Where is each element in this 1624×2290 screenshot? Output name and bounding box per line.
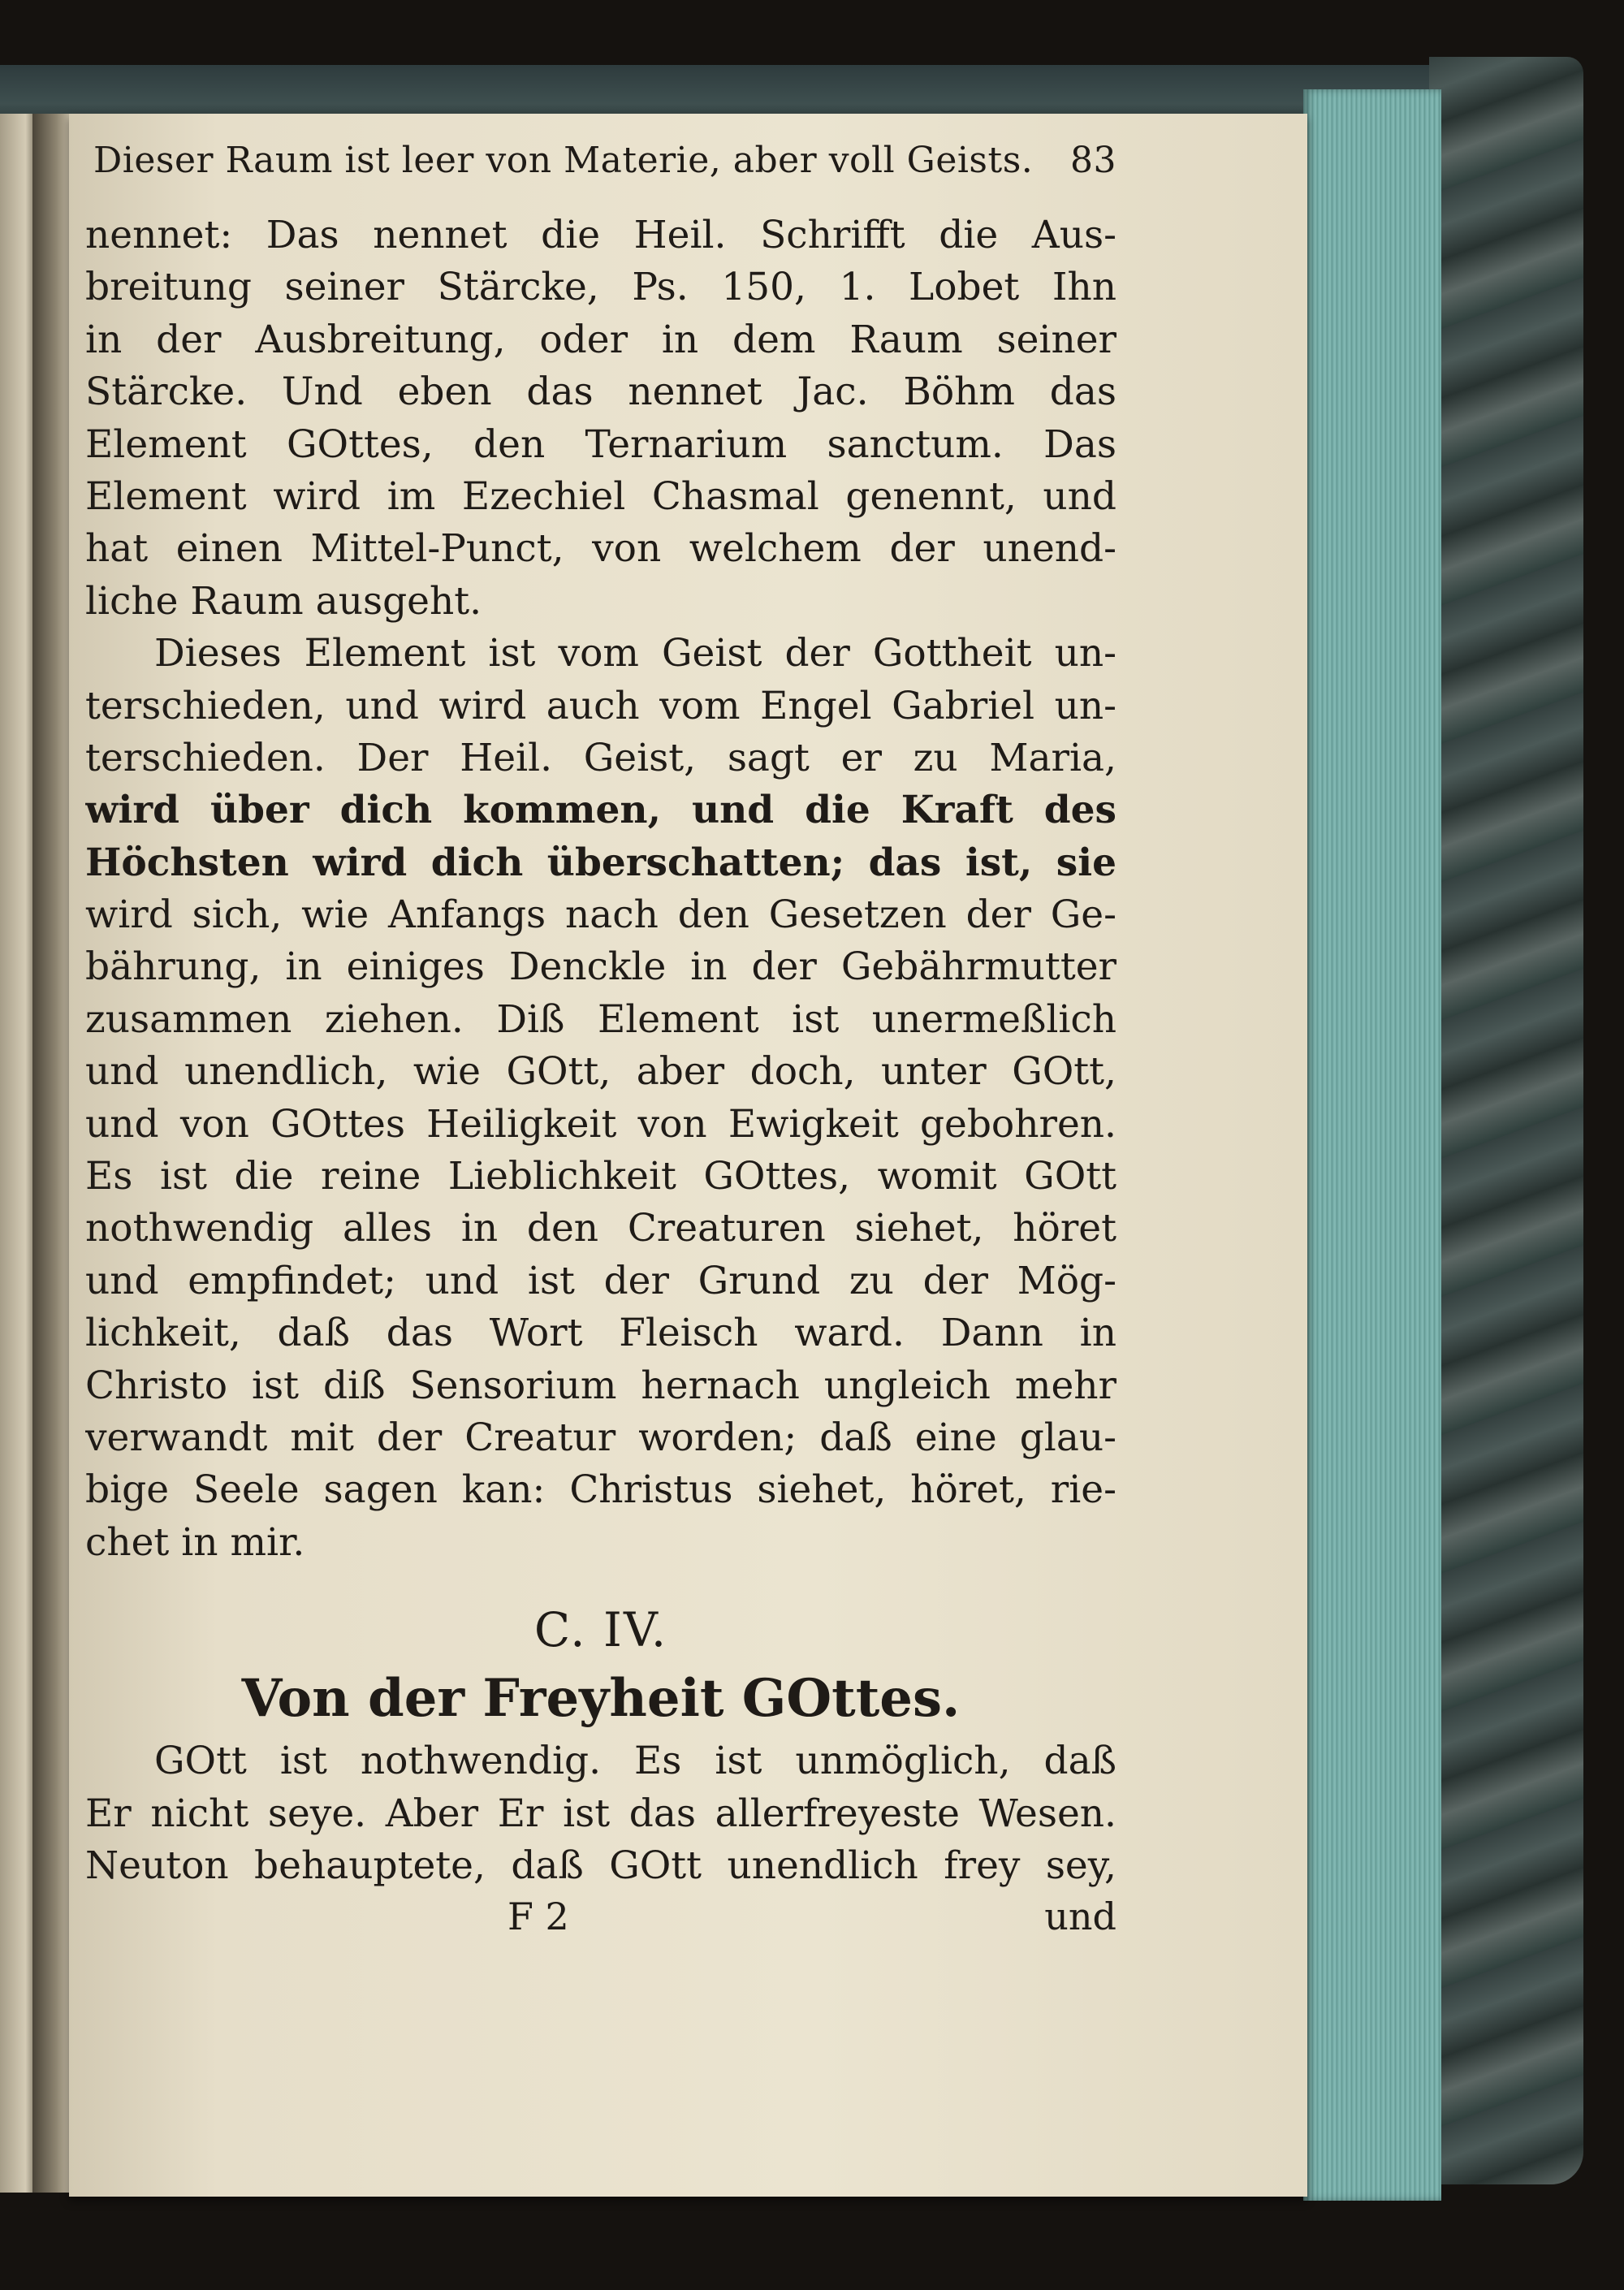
text-line: bährung, in einiges Denckle in der Gebährmutter [85, 944, 1116, 990]
book-gutter [32, 114, 73, 2193]
text-line: Stärcke. Und eben das nennet Jac. Böhm das [85, 369, 1116, 415]
text-line: und unendlich, wie GOtt, aber doch, unter GOtt, [85, 1049, 1116, 1095]
text-line: wird sich, wie Anfangs nach den Gesetzen der Ge- [85, 892, 1116, 938]
text-line: Neuton behauptete, daß GOtt unendlich frey sey, [85, 1843, 1116, 1888]
page-footer [85, 1892, 1116, 1941]
paragraph-1 [85, 210, 1116, 628]
running-header [93, 140, 1116, 181]
text-line: nennet: Das nennet die Heil. Schrifft die Aus- [85, 213, 1116, 257]
text-line: lichkeit, daß das Wort Fleisch ward. Dann in [85, 1311, 1116, 1356]
catchword: und [1044, 1895, 1116, 1939]
text-line: und von GOttes Heiligkeit von Ewigkeit gebohren. [85, 1101, 1116, 1147]
page-number: 83 [1070, 140, 1116, 181]
text-line: terschieden, und wird auch vom Engel Gabriel un- [85, 683, 1116, 728]
text-line: hat einen Mittel-Punct, von welchem der unend- [85, 526, 1116, 572]
text-line: Dieses Element ist vom Geist der Gottheit un- [154, 631, 1116, 676]
page-edges [1303, 89, 1441, 2201]
text-line: verwandt mit der Creatur worden; daß eine glau- [85, 1415, 1116, 1460]
left-page-edge [0, 114, 37, 2193]
signature-mark: F 2 [508, 1895, 569, 1939]
text-line: Höchsten wird dich überschatten; das ist, sie [85, 840, 1116, 885]
page-text [85, 140, 1116, 1941]
text-line: Er nicht seye. Aber Er ist das allerfreyeste Wesen. [85, 1791, 1116, 1836]
text-line: zusammen ziehen. Diß Element ist unermeßlich [85, 996, 1116, 1042]
section-paragraph [85, 1735, 1116, 1892]
text-line: Element wird im Ezechiel Chasmal genennt, und [85, 473, 1116, 519]
paragraph-2 [85, 628, 1116, 1569]
text-line: wird über dich kommen, und die Kraft des [85, 788, 1116, 833]
section-number: C. IV. [533, 1602, 668, 1658]
section-title: Von der Freyheit GOttes. [241, 1668, 961, 1730]
text-line: in der Ausbreitung, oder in dem Raum seiner [85, 317, 1116, 362]
text-line: nothwendig alles in den Creaturen siehet, höret [85, 1206, 1116, 1251]
book-cover-right [1429, 57, 1583, 2184]
text-line: und empfindet; und ist der Grund zu der Mög- [85, 1258, 1116, 1303]
running-title: Dieser Raum ist leer von Materie, aber voll Geists. [93, 140, 1034, 181]
text-line: bige Seele sagen kan: Christus siehet, höret, rie- [85, 1467, 1116, 1513]
text-line: GOtt ist nothwendig. Es ist unmöglich, daß [154, 1739, 1116, 1784]
text-line: breitung seiner Stärcke, Ps. 150, 1. Lobet Ihn [85, 265, 1116, 310]
text-line: liche Raum ausgeht. [85, 578, 482, 624]
text-line: chet in mir. [85, 1519, 305, 1565]
text-line: terschieden. Der Heil. Geist, sagt er zu Maria, [85, 735, 1116, 780]
text-line: Element GOttes, den Ternarium sanctum. Das [85, 421, 1116, 467]
text-line: Christo ist diß Sensorium hernach ungleich mehr [85, 1363, 1116, 1408]
text-line: Es ist die reine Lieblichkeit GOttes, womit GOtt [85, 1154, 1116, 1199]
